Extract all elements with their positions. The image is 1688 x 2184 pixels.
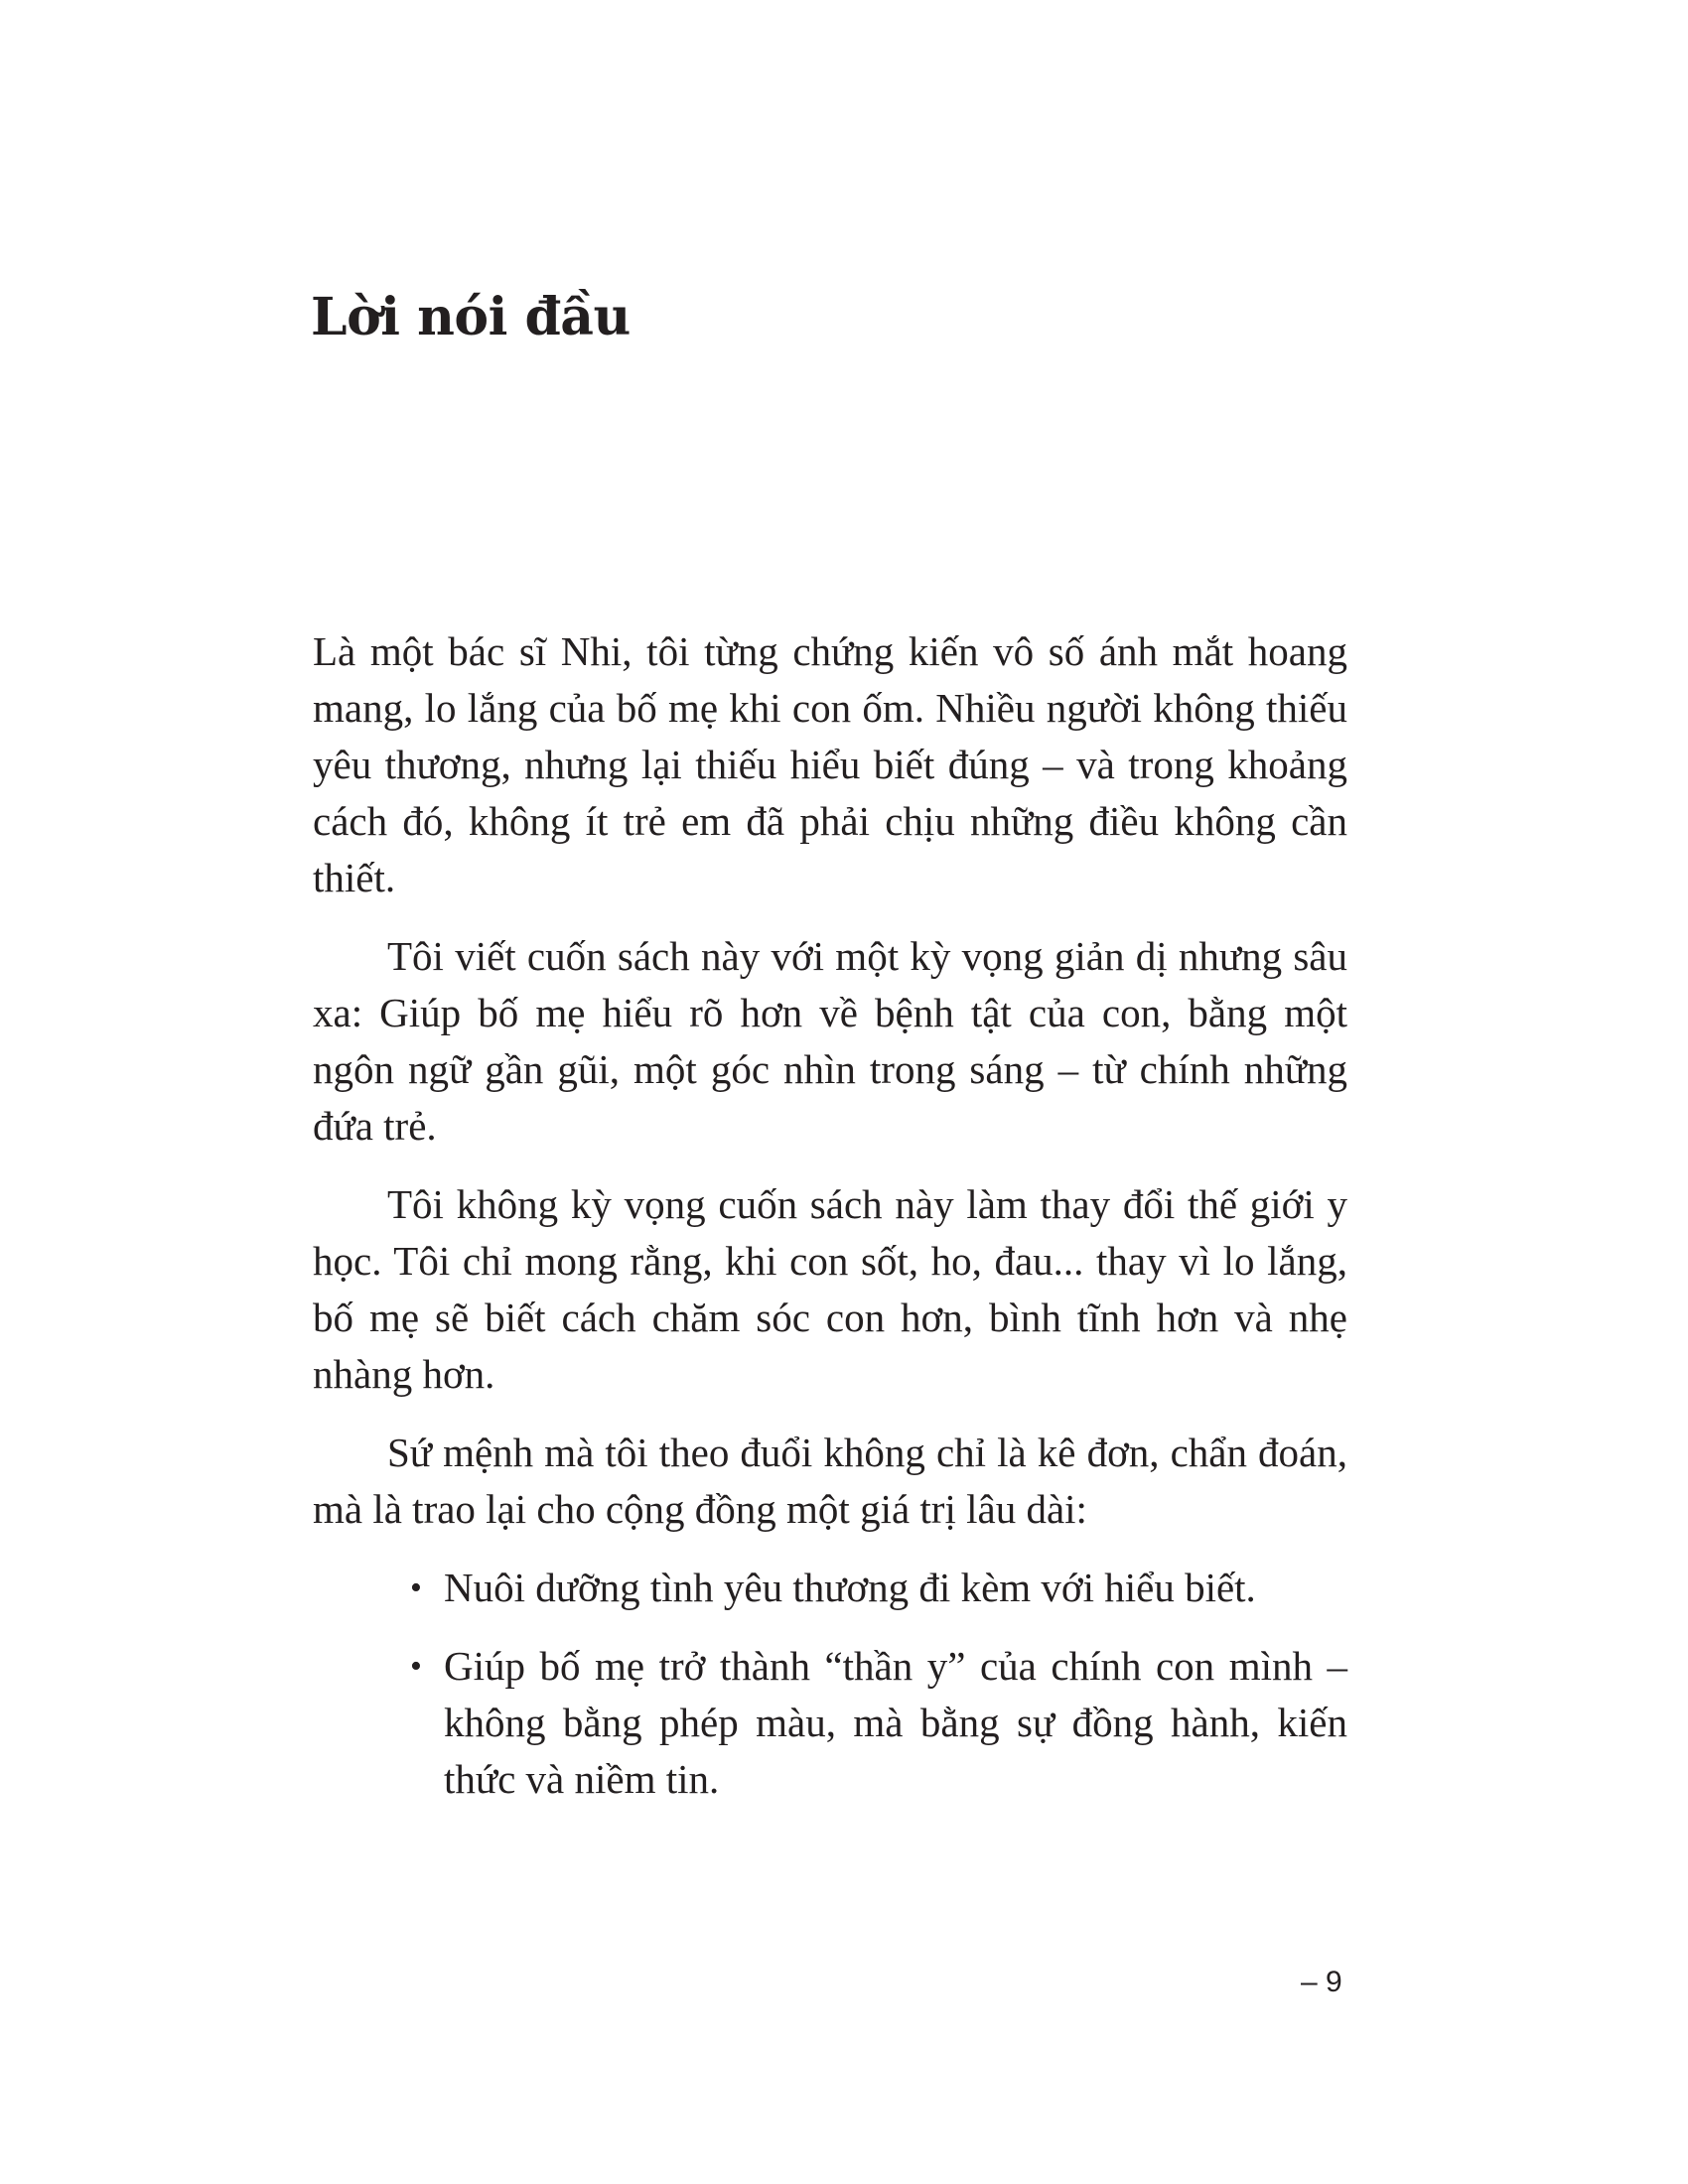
paragraph-4: Sứ mệnh mà tôi theo đuổi không chỉ là kê đơn, chẩn đoán, mà là trao lại cho cộng đồng một giá trị lâu dài: (313, 1430, 1347, 1532)
bullet-icon: • (410, 1648, 422, 1685)
bullet-list (313, 1560, 1347, 1808)
bullet-text-1: Nuôi dưỡng tình yêu thương đi kèm với hiểu biết. (444, 1565, 1256, 1610)
page-number: – 9 (1301, 1966, 1342, 1998)
preface-body (313, 623, 1347, 1830)
paragraph-3: Tôi không kỳ vọng cuốn sách này làm thay đổi thế giới y học. Tôi chỉ mong rằng, khi con sốt, ho, đau... thay vì lo lắng, bố mẹ sẽ biết cách chăm sóc con hơn, bình tĩnh hơn và nhẹ nhàng hơn. (313, 1181, 1347, 1397)
bullet-text-2: Giúp bố mẹ trở thành “thần y” của chính con mình – không bằng phép màu, mà bằng sự đồng hành, kiến thức và niềm tin. (444, 1643, 1347, 1802)
bullet-item-1 (410, 1560, 1347, 1616)
bullet-icon: • (410, 1570, 422, 1606)
paragraph-2: Tôi viết cuốn sách này với một kỳ vọng giản dị nhưng sâu xa: Giúp bố mẹ hiểu rõ hơn về bệnh tật của con, bằng một ngôn ngữ gần gũi, một góc nhìn trong sáng – từ chính những đứa trẻ. (313, 933, 1347, 1149)
bullet-item-2 (410, 1638, 1347, 1808)
paragraph-1: Là một bác sĩ Nhi, tôi từng chứng kiến vô số ánh mắt hoang mang, lo lắng của bố mẹ khi con ốm. Nhiều người không thiếu yêu thương, nhưng lại thiếu hiểu biết đúng – và trong khoảng cách đó, không ít trẻ em đã phải chịu những điều không cần thiết. (313, 628, 1347, 900)
page-title: Lời nói đầu (311, 287, 631, 347)
